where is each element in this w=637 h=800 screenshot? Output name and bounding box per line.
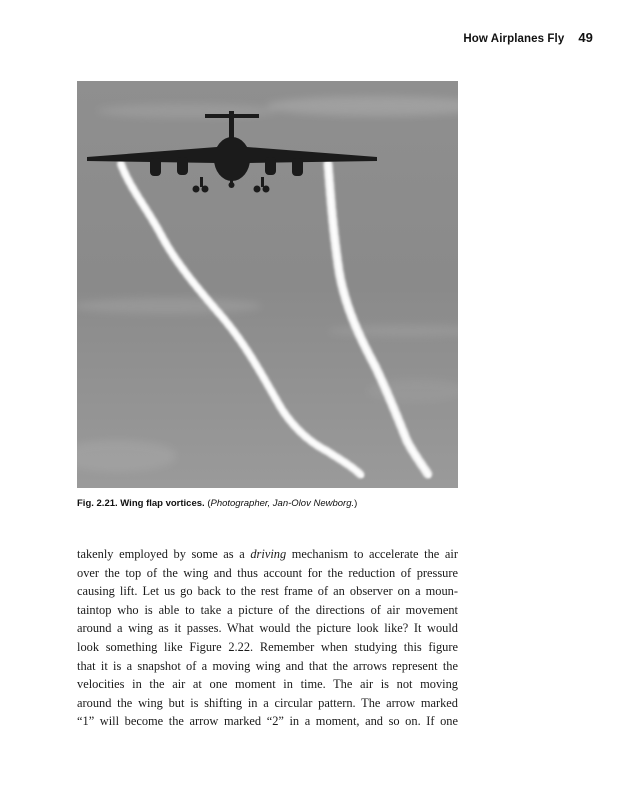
figure-label: Fig. 2.21. <box>77 498 118 509</box>
figure-credit: Photographer, Jan-Olov Newborg. <box>210 498 355 509</box>
figure-title: Wing flap vortices. <box>120 498 205 509</box>
body-line: causing lift. Let us go back to the rest frame of an observer on a moun- <box>77 584 458 599</box>
body-line: around a wing as it passes. What would the picture look like? It would <box>77 621 458 636</box>
credit-open-paren: ( <box>207 498 211 509</box>
body-line <box>77 545 458 564</box>
body-line: look something like Figure 2.22. Remember when studying this figure <box>77 639 458 654</box>
figure-photo-airplane-vortices <box>77 81 458 488</box>
body-line: that it is a snapshot of a moving wing and that the arrows represent the <box>77 658 458 673</box>
figure-caption <box>77 498 477 509</box>
credit-close-paren: ) <box>354 498 358 509</box>
running-head <box>463 30 593 45</box>
section-title: How Airplanes Fly <box>463 33 565 45</box>
body-line: around the wing but is shifting in a circular pattern. The arrow marked <box>77 695 458 710</box>
body-paragraph <box>77 545 458 731</box>
airplane-photo-image <box>77 81 458 488</box>
emphasis-driving: driving <box>250 547 287 561</box>
body-line-1-end: mechanism to accelerate the air <box>286 547 458 561</box>
body-line: “1” will become the arrow marked “2” in a moment, and so on. If one <box>77 714 458 729</box>
body-line: over the top of the wing and thus account for the reduction of pressure <box>77 565 458 580</box>
body-line: taintop who is able to take a picture of the directions of air movement <box>77 602 458 617</box>
body-line: velocities in the air at one moment in time. The air is not moving <box>77 677 458 692</box>
body-line-1-start: takenly employed by some as a <box>77 547 251 561</box>
page-number: 49 <box>578 30 593 45</box>
